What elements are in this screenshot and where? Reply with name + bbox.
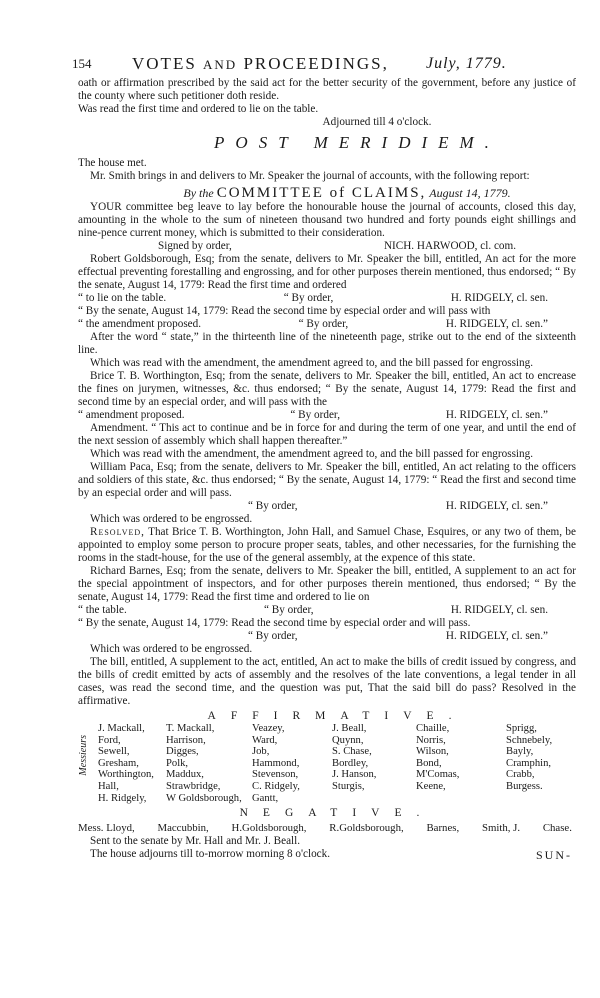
worthington-bill: Brice T. B. Worthington, Esq; from the senate, delivers to Mr. Speaker the bill, entitled, An act to encrease the fines on jurymen, witnesses, &c. thus endorsed; “ By the senate, August 14, 1779: Read the first and second time by an especial order, and will pass with the (78, 370, 576, 408)
voter-name: T. Mackall, (166, 723, 215, 734)
endorsement-signature: H. RIDGELY, cl. sen. (450, 604, 548, 616)
sent-to-senate: Sent to the senate by Mr. Hall and Mr. J. Beall. (90, 835, 301, 848)
voter-name: Burgess. (506, 780, 543, 792)
voter-name: W Goldsborough, (166, 792, 242, 804)
voter-name: Crabb, (506, 769, 535, 781)
endorsement-by-order: “ By order, (248, 500, 298, 512)
resolution (78, 526, 576, 565)
messieurs-label: Messieurs (78, 735, 89, 776)
voter-name: J. Mackall, (98, 723, 145, 734)
voter-name: Quynn, (332, 734, 364, 746)
endorsement-line (78, 409, 576, 422)
endorsement-second-reading: “ By the senate, August 14, 1779: Read the second time by especial order and will pass. (78, 617, 471, 629)
endorsement-line (78, 604, 576, 617)
voter-name: Sprigg, (506, 723, 537, 734)
resolved-label: Resolved, (90, 526, 145, 538)
bill-read-result: Which was read with the amendment, the amendment agreed to, and the bill passed for engrossing. (90, 357, 534, 369)
vote-column (166, 723, 252, 804)
endorsement-line (78, 318, 576, 331)
voter-name: Worthington, (98, 769, 154, 781)
vote-column (416, 723, 506, 804)
voter-name: Maddux, (166, 769, 204, 781)
voter-name: Keene, (416, 780, 446, 792)
ordered-engrossed: Which was ordered to be engrossed. (90, 513, 253, 525)
header-title (132, 54, 389, 74)
credit-bill: The bill, entitled, A supplement to the act, entitled, An act to make the bills of credit issued by congress, and the bills of credit emitted by acts of assembly and the resolves of the late conventions, a legal tender in all cases, was read the second time, and the question was put, That the said bill do pass? Resolved in the affirmative. (78, 656, 576, 707)
voter-name: Mess. Lloyd, (78, 822, 135, 835)
voter-name: Norris, (416, 734, 446, 746)
vote-column (252, 723, 332, 804)
vote-column (332, 723, 416, 804)
voter-name: H. Ridgely, (98, 792, 147, 804)
committee-by-the: By the (183, 186, 214, 200)
amendment-text: Amendment. “ This act to continue and be in force for and during the term of one year, and until the end of the next session of assembly which shall happen thereafter.” (78, 422, 576, 447)
catchword: SUN- (535, 848, 572, 862)
bill-read-result: Which was read with the amendment, the amendment agreed to, and the bill passed for engrossing. (90, 448, 534, 460)
voter-name: Ford, (98, 734, 121, 746)
amendment-text: After the word “ state,” in the thirteenth line of the nineteenth page, strike out to the end of the sixteenth line. (78, 331, 576, 356)
endorsement-by-order: “ By order, (283, 292, 334, 304)
voter-name: Hall, (98, 780, 119, 792)
voter-name: H.Goldsborough, (231, 822, 307, 835)
voter-name: S. Chase, (332, 746, 372, 758)
endorsement-text: “ to lie on the table. (78, 292, 167, 304)
header-date: July, 1779. (426, 55, 507, 72)
endorsement-text: “ amendment proposed. (78, 409, 185, 421)
voter-name: Veazey, (252, 723, 285, 734)
negative-heading: NEGATIVE. (239, 807, 435, 820)
voter-name: Job, (252, 746, 270, 758)
voter-name: Sewell, (98, 746, 130, 758)
voter-name: Bordley, (332, 757, 369, 769)
resolved-text: That Brice T. B. Worthington, John Hall, and Samuel Chase, Esquires, or any two of them, be appointed to employ some person to procure proper seats, tables, and other necessaries, for the furnishing the rooms in the stadt-house, for the use of the general assembly, at the expence of this state. (78, 526, 576, 564)
endorsement-by-order: “ By order, (290, 409, 340, 421)
running-header (0, 54, 600, 76)
voter-name: Sturgis, (332, 780, 365, 792)
voter-name: Chase. (542, 822, 572, 835)
affirmative-votes (78, 723, 576, 804)
affirmative-heading: AFFIRMATIVE. (207, 710, 467, 722)
voter-name: Chaille, (416, 723, 450, 734)
header-title-votes: VOTES (132, 54, 197, 73)
voter-name: J. Beall, (332, 723, 367, 734)
voter-name: Stevenson, (252, 769, 299, 781)
page-body (78, 77, 576, 861)
voter-name: Smith, J. (481, 822, 521, 835)
voter-name: Maccubbin, (157, 822, 209, 835)
voter-name: Wilson, (416, 746, 449, 758)
endorsement-signature: H. RIDGELY, cl. sen.” (445, 409, 548, 421)
endorsement-by-order: “ By order, (264, 604, 314, 616)
house-met: The house met. (78, 157, 147, 169)
endorsement-signature: H. RIDGELY, cl. sen. (450, 292, 548, 304)
endorsement-signature: H. RIDGELY, cl. sen.” (445, 500, 548, 512)
endorsement-signature: H. RIDGELY, cl. sen.” (445, 318, 548, 330)
signed-by-order: Signed by order, (158, 240, 232, 252)
endorsement-line (78, 500, 576, 513)
endorsement-by-order: “ By order, (298, 318, 349, 330)
voter-name: Harrison, (166, 734, 206, 746)
page-number: 154 (72, 56, 92, 71)
committee-signature (78, 240, 576, 253)
final-adjournment: The house adjourns till to-morrow morning 8 o'clock. (90, 848, 331, 861)
committee-name: COMMITTEE of CLAIMS, (216, 185, 427, 201)
endorsement-by-order: “ By order, (248, 630, 298, 642)
voter-name: Hammond, (252, 757, 300, 769)
committee-heading (118, 187, 576, 200)
committee-report: YOUR committee beg leave to lay before the honourable house the journal of accounts, closed this day, amounting in the whole to the sum of nineteen thousand two hundred and forty pounds eight shillings and nine-pence current money, which is submitted to their consideration. (78, 201, 576, 239)
voter-name: Gantt, (252, 792, 279, 804)
voter-name: Cramphin, (506, 757, 552, 769)
voter-name: Bayly, (506, 746, 534, 758)
paca-bill: William Paca, Esq; from the senate, delivers to Mr. Speaker the bill, entitled, An act relating to the officers and soldiers of this state, &c. thus endorsed; “ By the senate, August 14, 1779: “ Read the first and second time by an especial order and will pass. (78, 461, 576, 499)
voter-name: Schnebely, (506, 734, 553, 746)
intro-text: oath or affirmation prescribed by the said act for the better security of the government, before any justice of the county where such petitioner doth reside. (78, 77, 576, 102)
post-meridiem-heading: POST MERIDIEM. (214, 133, 500, 152)
voter-name: M'Comas, (416, 769, 460, 781)
header-title-proceedings: PROCEEDINGS, (243, 54, 389, 73)
committee-date: August 14, 1779. (429, 186, 511, 200)
endorsement-line (78, 292, 576, 305)
voter-name: J. Hanson, (332, 769, 377, 781)
endorsement-signature: H. RIDGELY, cl. sen.” (445, 630, 548, 642)
endorsement-line (78, 630, 576, 643)
voter-name: Polk, (166, 757, 189, 769)
endorsement-text: “ the table. (78, 604, 127, 616)
smith-report-intro: Mr. Smith brings in and delivers to Mr. Speaker the journal of accounts, with the following report: (90, 170, 530, 182)
header-title-and: AND (203, 57, 238, 72)
voter-name: Digges, (166, 746, 199, 758)
voter-name: Barnes, (426, 822, 460, 835)
voter-name: Bond, (416, 757, 442, 769)
voter-name: Gresham, (98, 757, 139, 769)
intro-read: Was read the first time and ordered to lie on the table. (78, 103, 319, 115)
adjournment: Adjourned till 4 o'clock. (322, 116, 432, 128)
voter-name: Ward, (252, 734, 278, 746)
voter-name: R.Goldsborough, (329, 822, 404, 835)
barnes-bill: Richard Barnes, Esq; from the senate, delivers to Mr. Speaker the bill, entitled, A supplement to an act for the special appointment of inspectors, and for other purposes therein mentioned, thus endorsed; “ By the senate, August 14, 1779: Read the first time and ordered to lie on (78, 565, 576, 603)
goldsborough-bill: Robert Goldsborough, Esq; from the senate, delivers to Mr. Speaker the bill, entitled, An act for the more effectual preventing forestalling and engrossing, and for other purposes therein mentioned, thus endorsed; “ By the senate, August 14, 1779: Read the first time and ordered (78, 253, 576, 291)
vote-column (98, 723, 166, 804)
ordered-engrossed: Which was ordered to be engrossed. (90, 643, 253, 655)
vote-column (506, 723, 574, 804)
voter-name: C. Ridgely, (252, 780, 300, 792)
committee-signer: NICH. HARWOOD, cl. com. (383, 240, 516, 252)
endorsement-text: “ the amendment proposed. (78, 318, 202, 330)
endorsement-second-reading: “ By the senate, August 14, 1779: Read the second time by especial order and will pass with (78, 305, 491, 317)
voter-name: Strawbridge, (166, 780, 221, 792)
negative-votes (78, 822, 576, 835)
